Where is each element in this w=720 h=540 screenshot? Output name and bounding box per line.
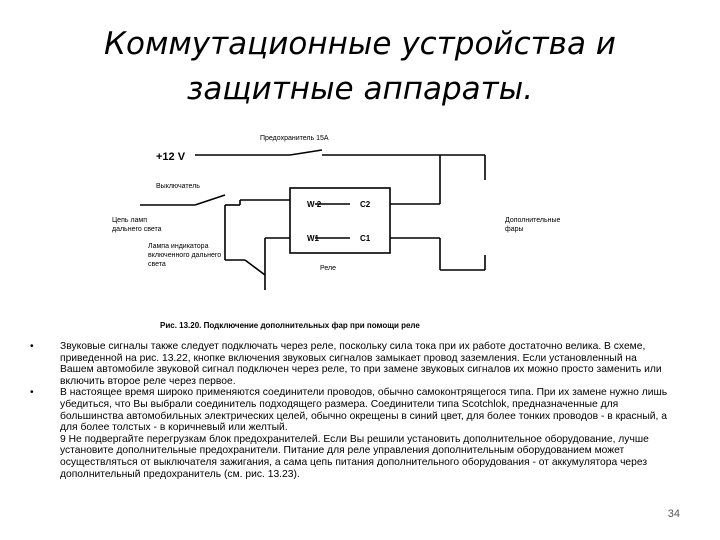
bullet-2-paragraph-2: 9 Не подвергайте перегрузкам блок предохранителей. Если Вы решили установить дополнительное оборудование, лучше установите дополнительные предохранители. Питание для реле управления дополнительным оборудованием может осуществляться от выключателя зажигания, а сама цепь питания дополнительного оборудования - от аккумулятора через дополнительный предохранитель (см. рис. 13.23). [60, 433, 649, 480]
indicator-label-3: света [148, 261, 166, 268]
terminal-c1-label: C1 [360, 234, 371, 243]
relay-label: Реле [320, 265, 336, 272]
indicator-label-1: Лампа индикатора [148, 243, 209, 250]
slide-title-line-1: Коммутационные устройства и [104, 26, 616, 62]
bullet-dot-icon: • [30, 341, 34, 352]
power-label: +12 V [156, 151, 186, 163]
bullet-2-paragraph-1: В настоящее время широко применяются соединители проводов, обычно самоконтрящегося типа. При их замене нужно лишь убедиться, что Вы выбрали соединитель подходящего размера. Соединители типа Scotchlok, предназначенные для большинства автомобильных электрических целей, обычно окрещены в синий цвет, для более тонких проводов - в красный, а для более толстых - в коричневый или желтый. [60, 387, 668, 434]
bullet-item-1 [30, 341, 670, 387]
extra-lights-label-1: Дополнительные [505, 217, 561, 224]
extra-lights-label-2: фары [505, 226, 524, 233]
high-beam-label-2: дальнего света [112, 226, 162, 233]
bullet-dot-icon: • [30, 387, 34, 399]
terminal-w1-label: W1 [307, 234, 319, 243]
wiring-diagram-svg [100, 120, 620, 340]
bullet-item-2 [30, 387, 670, 480]
bullet-list [30, 341, 670, 480]
bullet-1-paragraph-1: Звуковые сигналы также следует подключать через реле, поскольку сила тока при их работе достаточно велика. В схеме, приведенной на рис. 13.22, кнопке включения звуковых сигналов замыкает провод заземления. Если установленный на Вашем автомобиле звуковой сигнал подключен через реле, то при замене звуковых сигналов их можно просто заменить или включить второе реле через первое. [60, 341, 662, 387]
wiring-diagram [100, 120, 620, 340]
slide-title [20, 22, 700, 112]
switch-label: Выключатель [156, 183, 200, 190]
terminal-w2-label: W 2 [307, 200, 322, 209]
fuse-label: Предохранитель 15А [260, 135, 329, 142]
high-beam-label-1: Цепь ламп [112, 217, 148, 224]
diagram-caption: Рис. 13.20. Подключение дополнительных фар при помощи реле [160, 321, 420, 330]
slide-title-line-2: защитные аппараты. [186, 71, 534, 107]
indicator-label-2: включенного дальнего [148, 252, 222, 259]
terminal-c2-label: C2 [360, 200, 371, 209]
page-number: 34 [667, 508, 680, 520]
